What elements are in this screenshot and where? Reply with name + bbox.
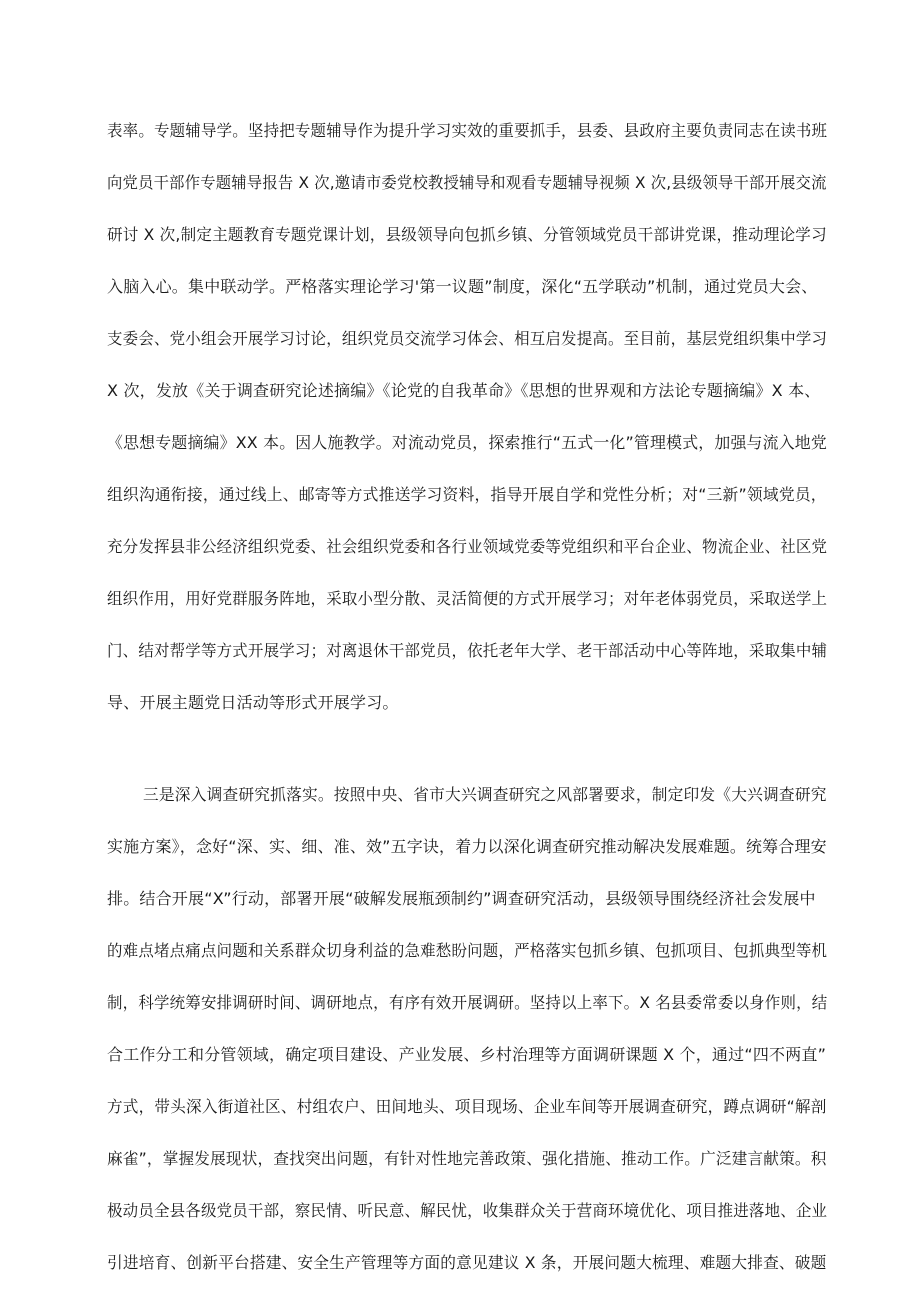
text-line: 排。结合开展“X”行动，部署开展“破解发展瓶颈制约”调查研究活动，县级领导围绕经济社会发展中 [107, 889, 816, 908]
text-line: 向党员干部作专题辅导报告 X 次,邀请市委党校教授辅导和观看专题辅导视频 X 次,县级领导干部开展交流 [107, 173, 827, 192]
text-line: 入脑入心。集中联动学。严格落实理论学习'第一议题”制度，深化“五学联动”机制，通过党员大会、 [107, 277, 818, 296]
text-line: 《思想专题摘编》XX 本。因人施教学。对流动党员，探索推行“五式一化”管理模式，加强与流入地党 [107, 433, 827, 452]
text-line: 表率。专题辅导学。坚持把专题辅导作为提升学习实效的重要抓手，县委、县政府主要负责同志在读书班 [107, 121, 828, 140]
text-line: 实施方案》，念好“深、实、细、准、效”五字诀，着力以深化调查研究推动解决发展难题。统筹合理安 [107, 837, 827, 856]
text-line: 组织沟通衔接，通过线上、邮寄等方式推送学习资料，指导开展自学和党性分析；对“三新”领域党员， [107, 485, 827, 504]
text-line: 导、开展主题党日活动等形式开展学习。 [107, 693, 399, 712]
text-line: 支委会、党小组会开展学习讨论，组织党员交流学习体会、相互启发提高。至目前，基层党组织集中学习 [107, 329, 828, 348]
text-line: 研讨 X 次,制定主题教育专题党课计划，县级领导向包抓乡镇、分管领域党员干部讲党课，推动理论学习 [107, 225, 827, 244]
text-line: 三是深入调查研究抓落实。按照中央、省市大兴调查研究之风部署要求，制定印发《大兴调查研究 [143, 785, 827, 804]
text-line: 充分发挥县非公经济组织党委、社会组织党委和各行业领域党委等党组织和平台企业、物流企业、社区党 [107, 537, 828, 556]
text-line: 极动员全县各级党员干部，察民情、听民意、解民忧，收集群众关于营商环境优化、项目推进落地、企业 [107, 1201, 828, 1220]
text-line: 制，科学统筹安排调研时间、调研地点，有序有效开展调研。坚持以上率下。X 名县委常委以身作则，结 [107, 993, 828, 1012]
text-line: 合工作分工和分管领域，确定项目建设、产业发展、乡村治理等方面调研课题 X 个，通过“四不两直” [107, 1045, 827, 1064]
text-line: 的难点堵点痛点问题和关系群众切身利益的急难愁盼问题，严格落实包抓乡镇、包抓项目、包抓典型等机 [107, 941, 828, 960]
text-line: X 次，发放《关于调查研究论述摘编》《论党的自我革命》《思想的世界观和方法论专题摘编》X 本、 [107, 381, 821, 400]
text-line: 麻雀”，掌握发展现状，查找突出问题，有针对性地完善政策、强化措施、推动工作。广泛建言献策。积 [107, 1149, 827, 1168]
text-line: 组织作用，用好党群服务阵地，采取小型分散、灵活简便的方式开展学习；对年老体弱党员，采取送学上 [107, 589, 828, 608]
text-line: 引进培育、创新平台搭建、安全生产管理等方面的意见建议 X 条，开展问题大梳理、难题大排查、破题 [107, 1253, 827, 1272]
text-line: 方式，带头深入街道社区、村组农户、田间地头、项目现场、企业车间等开展调查研究，蹲点调研“解剖 [107, 1097, 827, 1116]
text-line: 门、结对帮学等方式开展学习；对离退休干部党员，依托老年大学、老干部活动中心等阵地，采取集中辅 [107, 641, 828, 660]
